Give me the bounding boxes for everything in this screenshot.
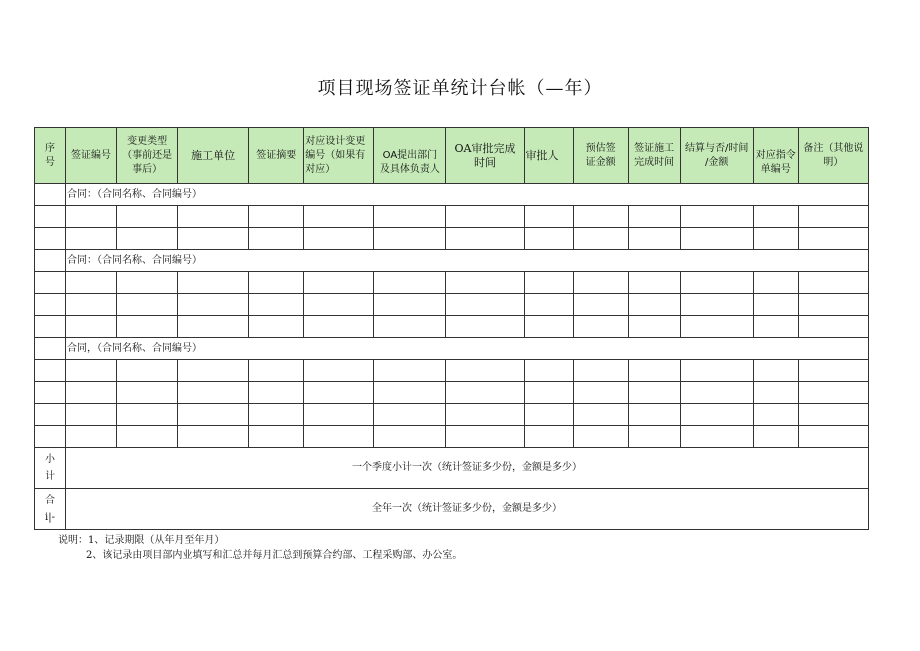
total-text: 全年一次（统计签证多少份，金额是多少）: [66, 489, 869, 530]
table-row: [35, 404, 869, 426]
subtotal-text: 一个季度小计一次（统计签证多少份，金额是多少）: [66, 448, 869, 489]
header-seq: 序 号: [35, 128, 66, 184]
header-oa-submit-dept: OA提出部门 及具体负责人: [374, 128, 446, 184]
contract-group-row: [35, 250, 869, 272]
table-row: [35, 316, 869, 338]
table-row: [35, 228, 869, 250]
header-row: [35, 128, 869, 184]
ledger-table: [34, 127, 869, 530]
notes: [58, 533, 462, 563]
table-row: [35, 272, 869, 294]
table-row: [35, 206, 869, 228]
header-design-change-no: 对应设计变更 编号（如果有 对应）: [304, 128, 374, 184]
total-row: [35, 489, 869, 530]
header-settled: 结算与否/时间 /金额: [680, 128, 753, 184]
header-instruction-no: 对应指令 单编号: [753, 128, 798, 184]
header-visa-summary: 签证摘要: [249, 128, 304, 184]
table-row: [35, 426, 869, 448]
header-remarks: 备注（其他说 明）: [798, 128, 868, 184]
table-row: [35, 382, 869, 404]
note-line-1: 说明：1、记录期限（从年月至年月）: [58, 535, 225, 546]
contract-label: 合同：（合同名称、合同编号）: [66, 250, 869, 272]
header-estimated-amount: 预估签 证金额: [573, 128, 628, 184]
header-approver: 审批人: [524, 128, 573, 184]
contract-label: 合同：（合同名称、合同编号）: [66, 184, 869, 206]
total-label: 合 i|-: [35, 489, 66, 530]
note-line-2: 2、该记录由项目部内业填写和汇总并每月汇总到预算合约部、工程采购部、办公室。: [86, 550, 463, 561]
contract-group-row: [35, 338, 869, 360]
header-visa-no: 签证编号: [66, 128, 117, 184]
contract-group-row: [35, 184, 869, 206]
subtotal-label: 小 计: [35, 448, 66, 489]
table-row: [35, 360, 869, 382]
header-oa-approval-time: OA审批完成 时间: [446, 128, 524, 184]
table-row: [35, 294, 869, 316]
header-change-type: 变更类型 （事前还是 事后）: [117, 128, 178, 184]
header-visa-completion-time: 签证施工 完成时间: [628, 128, 680, 184]
contract-label: 合同，（合同名称、合同编号）: [66, 338, 869, 360]
page-title: 项目现场签证单统计台帐（—年）: [317, 78, 603, 99]
header-construction-unit: 施工单位: [178, 128, 249, 184]
subtotal-row: [35, 448, 869, 489]
